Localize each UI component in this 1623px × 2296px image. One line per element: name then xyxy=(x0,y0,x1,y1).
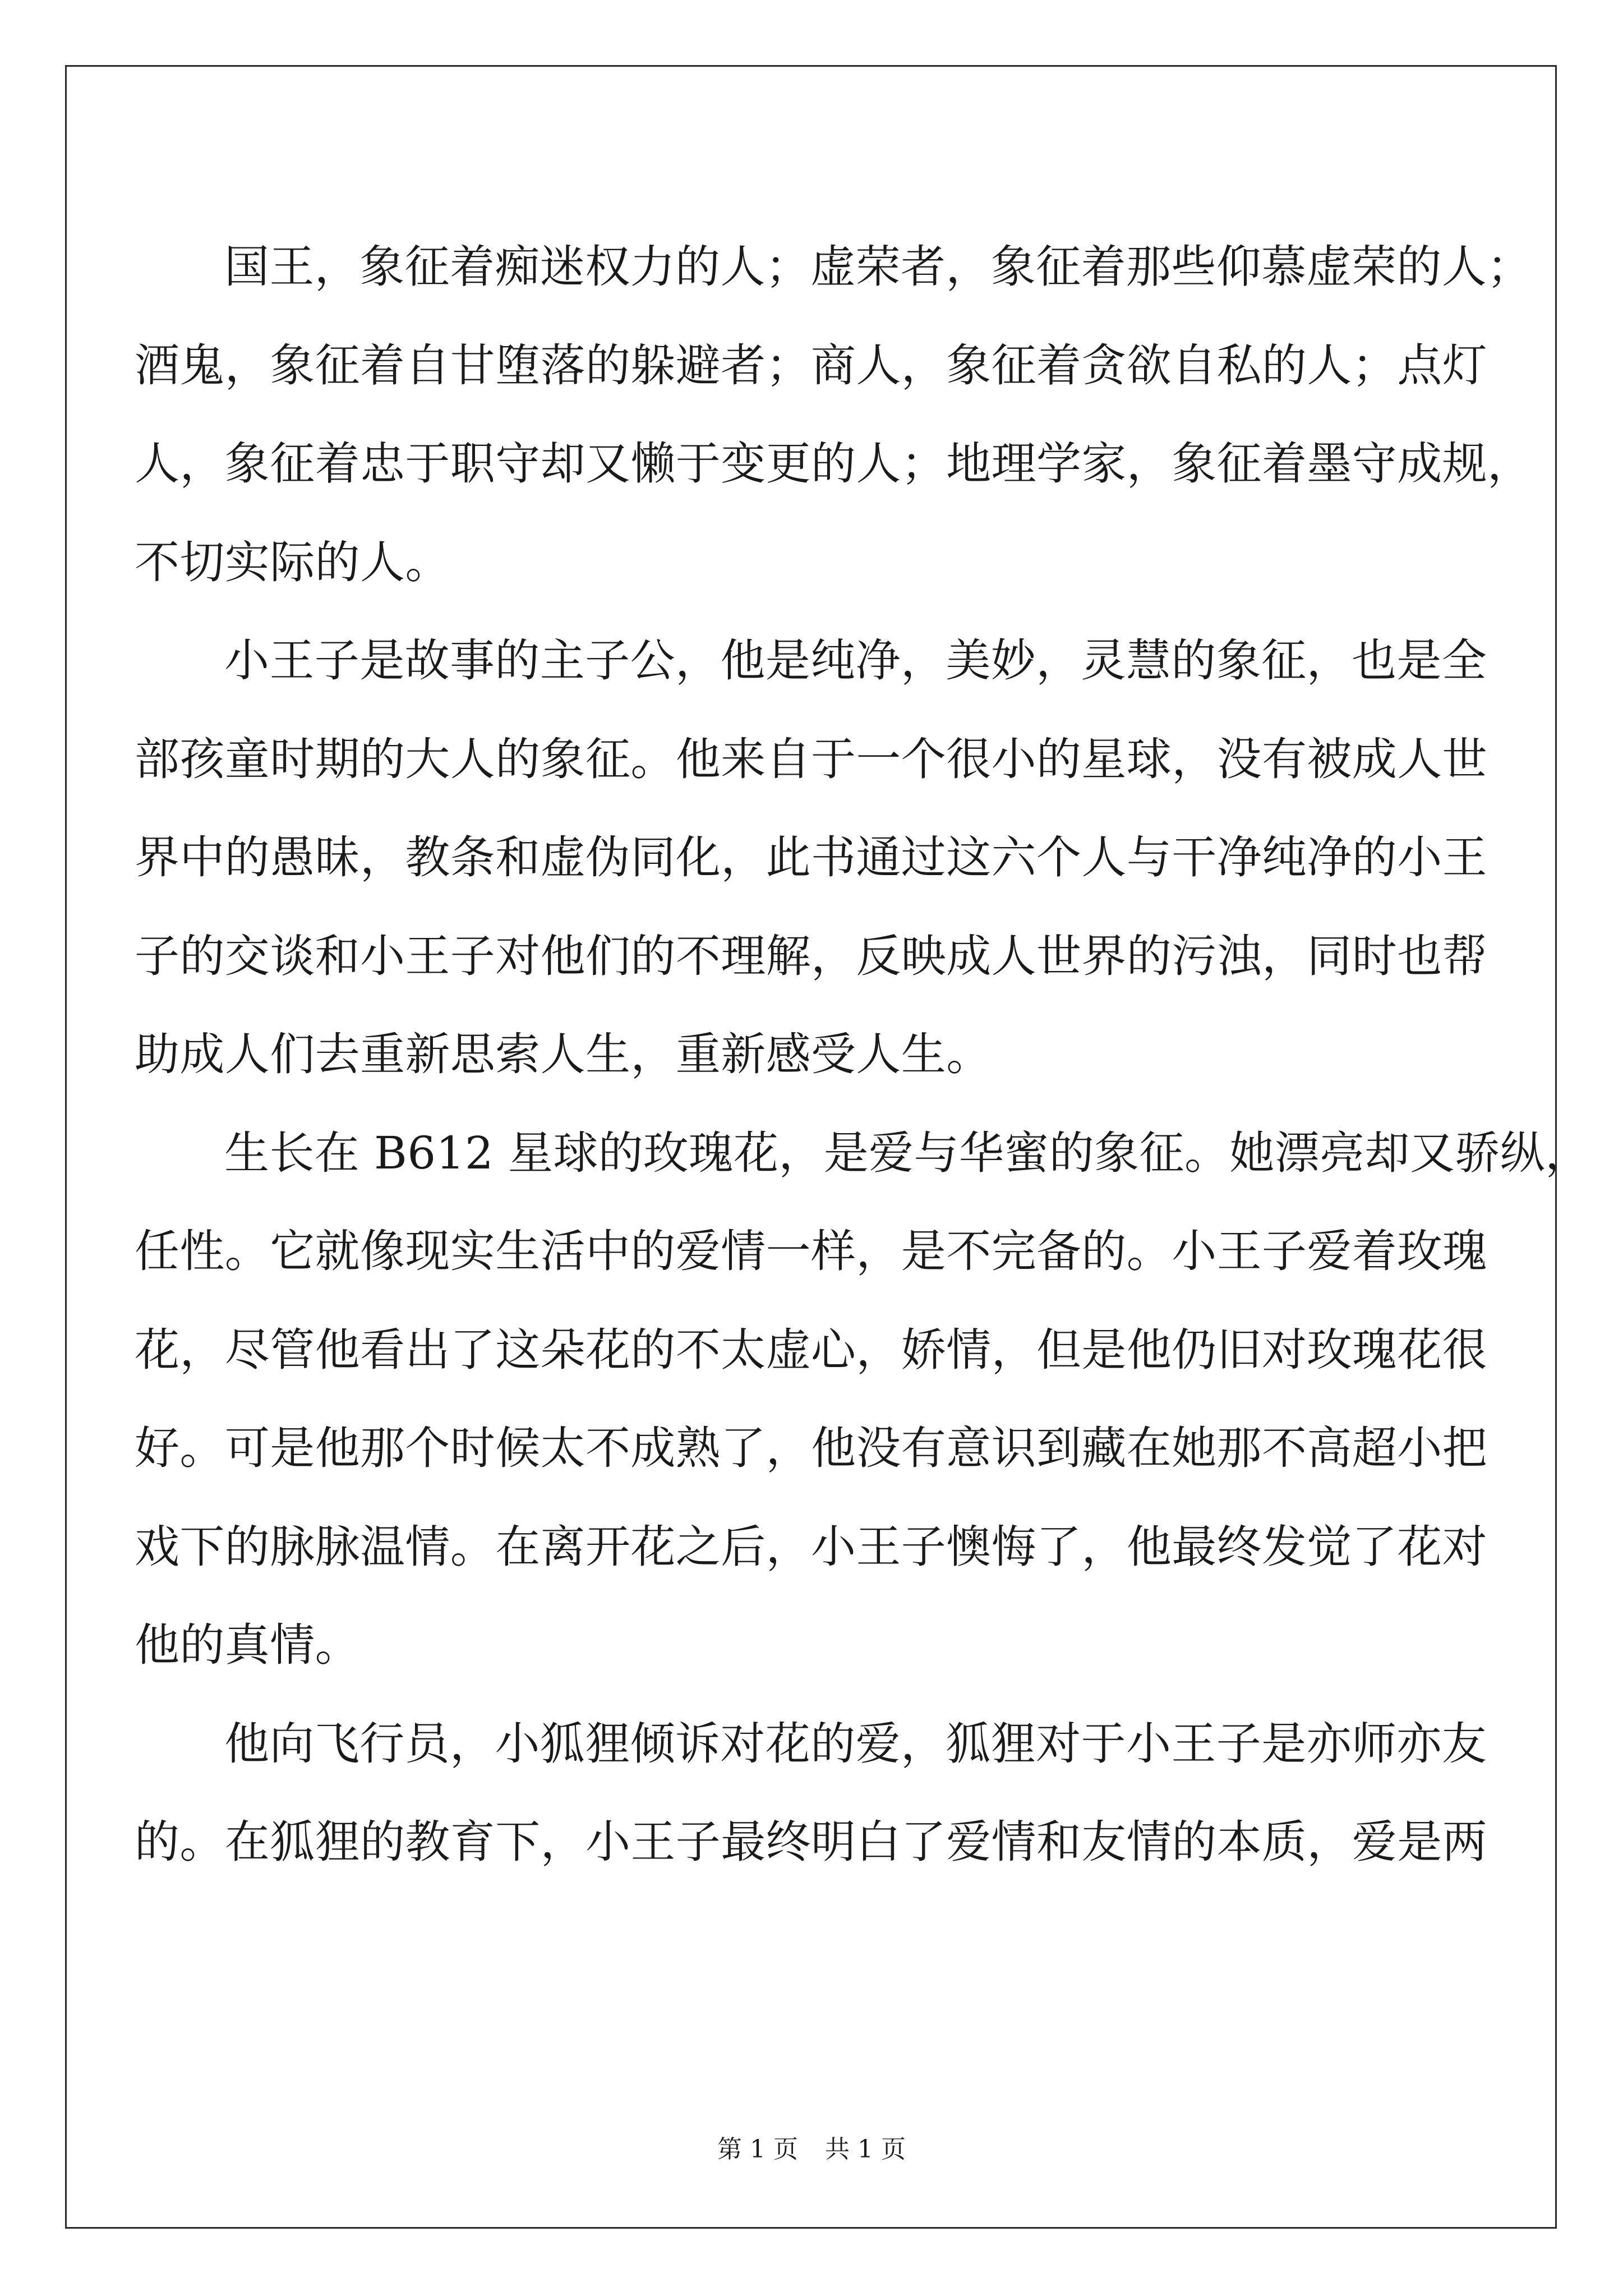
paragraph-symbols xyxy=(135,218,1533,611)
text-line: 好。可是他那个时候太不成熟了，他没有意识到藏在她那不高超小把 xyxy=(135,1422,1487,1474)
text-line: 不切实际的人。 xyxy=(135,536,450,588)
document-body xyxy=(135,218,1590,1892)
page-footer xyxy=(0,2133,1623,2166)
text-line: 花，尽管他看出了这朵花的不太虚心，娇情，但是他仍旧对玫瑰花很 xyxy=(135,1323,1487,1376)
paragraph-little-prince xyxy=(135,611,1492,1104)
text-line: 国王，象征着痴迷权力的人；虚荣者，象征着那些仰慕虚荣的人； xyxy=(224,241,1532,293)
text-line: 生长在 B612 星球的玫瑰花，是爱与华蜜的象征。她漂亮却又骄纵， xyxy=(224,1126,1590,1179)
text-line: 子的交谈和小王子对他们的不理解，反映成人世界的污浊，同时也帮 xyxy=(135,930,1487,982)
text-line: 的。在狐狸的教育下，小王子最终明白了爱情和友情的本质，爱是两 xyxy=(135,1816,1487,1868)
text-line: 小王子是故事的主子公，他是纯净，美妙，灵慧的象征，也是全 xyxy=(224,634,1487,687)
text-line: 他向飞行员，小狐狸倾诉对花的爱，狐狸对于小王子是亦师亦友 xyxy=(224,1717,1487,1770)
paragraph-fox xyxy=(135,1695,1492,1892)
text-line: 他的真情。 xyxy=(135,1619,360,1671)
text-line: 界中的愚昧，教条和虚伪同化，此书通过这六个人与干净纯净的小王 xyxy=(135,831,1487,884)
text-line: 戏下的脉脉温情。在离开花之后，小王子懊悔了，他最终发觉了花对 xyxy=(135,1520,1487,1573)
text-line: 人，象征着忠于职守却又懒于变更的人；地理学家，象征着墨守成规， xyxy=(135,438,1533,490)
text-line: 助成人们去重新思索人生，重新感受人生。 xyxy=(135,1028,992,1080)
paragraph-rose xyxy=(135,1104,1590,1695)
text-line: 部孩童时期的大人的象征。他来自于一个很小的星球，没有被成人世 xyxy=(135,733,1487,785)
text-line: 酒鬼，象征着自甘堕落的躲避者；商人，象征着贪欲自私的人；点灯 xyxy=(135,339,1487,392)
page-number: 第 1 页 xyxy=(717,2135,798,2164)
text-line: 任性。它就像现实生活中的爱情一样，是不完备的。小王子爱着玫瑰 xyxy=(135,1225,1487,1277)
page-total: 共 1 页 xyxy=(825,2135,906,2164)
